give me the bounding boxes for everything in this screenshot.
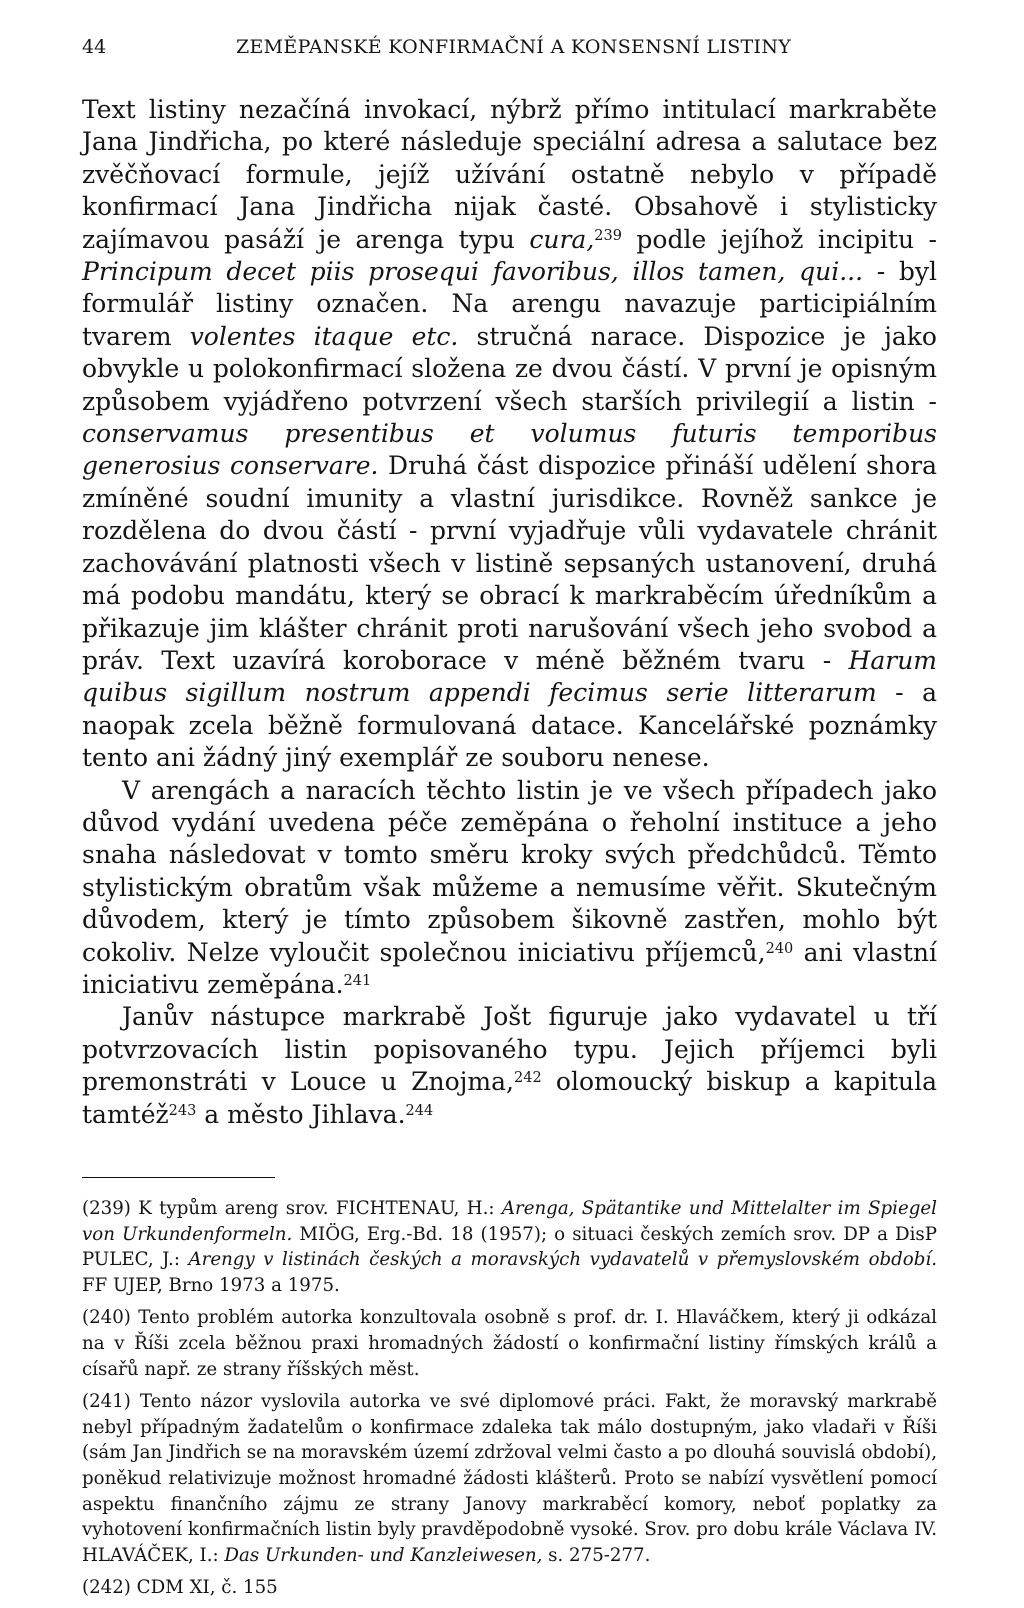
footnote-separator	[82, 1177, 275, 1178]
p1-text-4: stručná narace. Dispozice je jako obvykle u polokonfirmací složena ze dvou částí. V první je opisným způsobem vyjádřeno potvrzení všech starších privilegií a listin -	[82, 321, 937, 416]
p1-italic-1: cura,	[529, 224, 595, 254]
p1-italic-5: Harum quibus sigillum nostrum appendi fecimus serie litterarum	[82, 645, 937, 708]
paragraph-3	[82, 1001, 937, 1131]
footnote-240	[82, 1305, 937, 1382]
p1-italic-4: conservamus presentibus et volumus futuris temporibus generosius conservare.	[82, 419, 937, 481]
footnote-ref-244[interactable]: 244	[405, 1102, 434, 1119]
paragraph-2	[82, 775, 937, 1002]
document-page	[82, 28, 937, 1608]
fn239-text-1: (239) K typům areng srov. FICHTENAU, H.:	[82, 1198, 502, 1219]
p2-text-2: ani vlastní iniciativu zeměpána.	[82, 937, 937, 999]
fn241-text-2: s. 275-277.	[542, 1544, 651, 1566]
page-number: 44	[82, 36, 107, 58]
footnote-ref-241[interactable]: 241	[343, 973, 372, 989]
fn241-text-1: (241) Tento názor vyslovila autorka ve své diplomové práci. Fakt, že moravský markrabě nebyl případným žadatelům o konfirmace zdaleka tak málo dostupným, jako vladaři v Říši (sám Jan Jindřich se na moravském území zdržoval velmi často a po dlouhá souvislá období), poněkud relativizuje možnost hromadné žádosti klášterů. Proto se nabízí vysvětlení pomocí aspektu finančního zájmu ze strany Janovy markraběcí komory, neboť poplatky za vyhotovení konfirmačních listin byly pravděpodobně vysoké. Srov. pro dobu krále Václava IV. HLAVÁČEK, I.:	[82, 1391, 937, 1566]
footnote-ref-242[interactable]: 242	[514, 1070, 542, 1087]
footnote-ref-243[interactable]: 243	[168, 1102, 197, 1119]
p1-italic-2: Principum decet piis prosequi favoribus, illos tamen, qui...	[82, 257, 864, 287]
footnote-239	[82, 1196, 937, 1298]
fn241-italic-1: Das Urkunden- und Kanzleiwesen,	[224, 1544, 543, 1566]
paragraph-1	[82, 94, 937, 775]
running-title: ZEMĚPANSKÉ KONFIRMAČNÍ A KONSENSNÍ LISTINY	[236, 36, 792, 58]
page-header	[82, 28, 937, 70]
fn242-text-1: (242) CDM XI, č. 155	[82, 1577, 278, 1599]
p2-text-1: V arengách a naracích těchto listin je ve všech případech jako důvod vydání uvedena péče zeměpána o řeholní instituce a jeho snaha následovat v tomto směru kroky svých předchůdců. Těmto stylistickým obratům však můžeme a nemusíme věřit. Skutečným důvodem, který je tímto způsobem šikovně zastřen, mohlo být cokoliv. Nelze vyloučit společnou iniciativu příjemců,	[82, 775, 937, 967]
p1-text-1: Text listiny nezačíná invokací, nýbrž přímo intitulací markraběte Jana Jindřicha, po které následuje speciální adresa a salutace bez zvěčňovací formule, jejíž užívání ostatně nebylo v případě konfirmací Jana Jindřicha nijak časté. Obsahově i stylisticky zajímavou pasáží je arenga typu	[82, 95, 937, 254]
footnote-242	[82, 1575, 937, 1601]
footnotes	[82, 1196, 937, 1601]
footnote-ref-240[interactable]: 240	[765, 940, 794, 957]
fn240-text-1: (240) Tento problém autorka konzultovala osobně s prof. dr. I. Hlaváčkem, který ji odkázal na v Říši zcela běžnou praxi hromadných žádostí o konfirmační listiny římských králů a císařů např. ze strany říšských měst.	[82, 1307, 937, 1380]
p1-text-5: Druhá část dispozice přináší udělení shora zmíněné soudní imunity a vlastní jurisdikce. Rovněž sankce je rozdělena do dvou částí - první vyjadřuje vůli vydavatele chránit zachovávání platnosti všech v listině sepsaných ustanovení, druhá má podobu mandátu, který se obrací k markraběcím úředníkům a přikazuje jim klášter chránit proti narušování všech jeho svobod a práv. Text uzavírá koroborace v méně běžném tvaru -	[82, 451, 937, 675]
fn239-italic-2: Arengy v listinách českých a moravských vydavatelů v přemyslovském období.	[188, 1249, 937, 1271]
fn239-text-2: MIÖG, Erg.-Bd. 18 (1957); o situaci českých zemích srov. DP a DisP PULEC, J.:	[82, 1223, 937, 1271]
p3-text-3: a město Jihlava.	[196, 1099, 406, 1129]
body-text	[82, 94, 937, 1131]
p3-text-1: Janův nástupce markrabě Jošt figuruje jako vydavatel u tří potvrzovacích listin popisovaného typu. Jejich příjemci byli premonstráti v Louce u Znojma,	[82, 1002, 937, 1097]
p1-text-3: - byl formulář listiny označen. Na arengu navazuje participiálním tvarem	[82, 257, 937, 351]
p3-text-2: olomoucký biskup a kapitula tamtéž	[82, 1067, 938, 1129]
p1-text-2: podle jejíhož incipitu -	[621, 224, 937, 254]
fn239-text-3: FF UJEP, Brno 1973 a 1975.	[82, 1274, 340, 1296]
p1-italic-3: volentes itaque etc.	[189, 321, 459, 351]
fn239-italic-1: Arenga, Spätantike und Mittelalter im Spiegel von Urkundenformeln.	[82, 1198, 937, 1245]
footnote-241	[82, 1389, 937, 1568]
p1-text-6: - a naopak zcela běžně formulovaná datace. Kancelářské poznámky tento ani žádný jiný exemplář ze souboru nenese.	[82, 678, 937, 773]
footnote-ref-239[interactable]: 239	[594, 227, 622, 244]
